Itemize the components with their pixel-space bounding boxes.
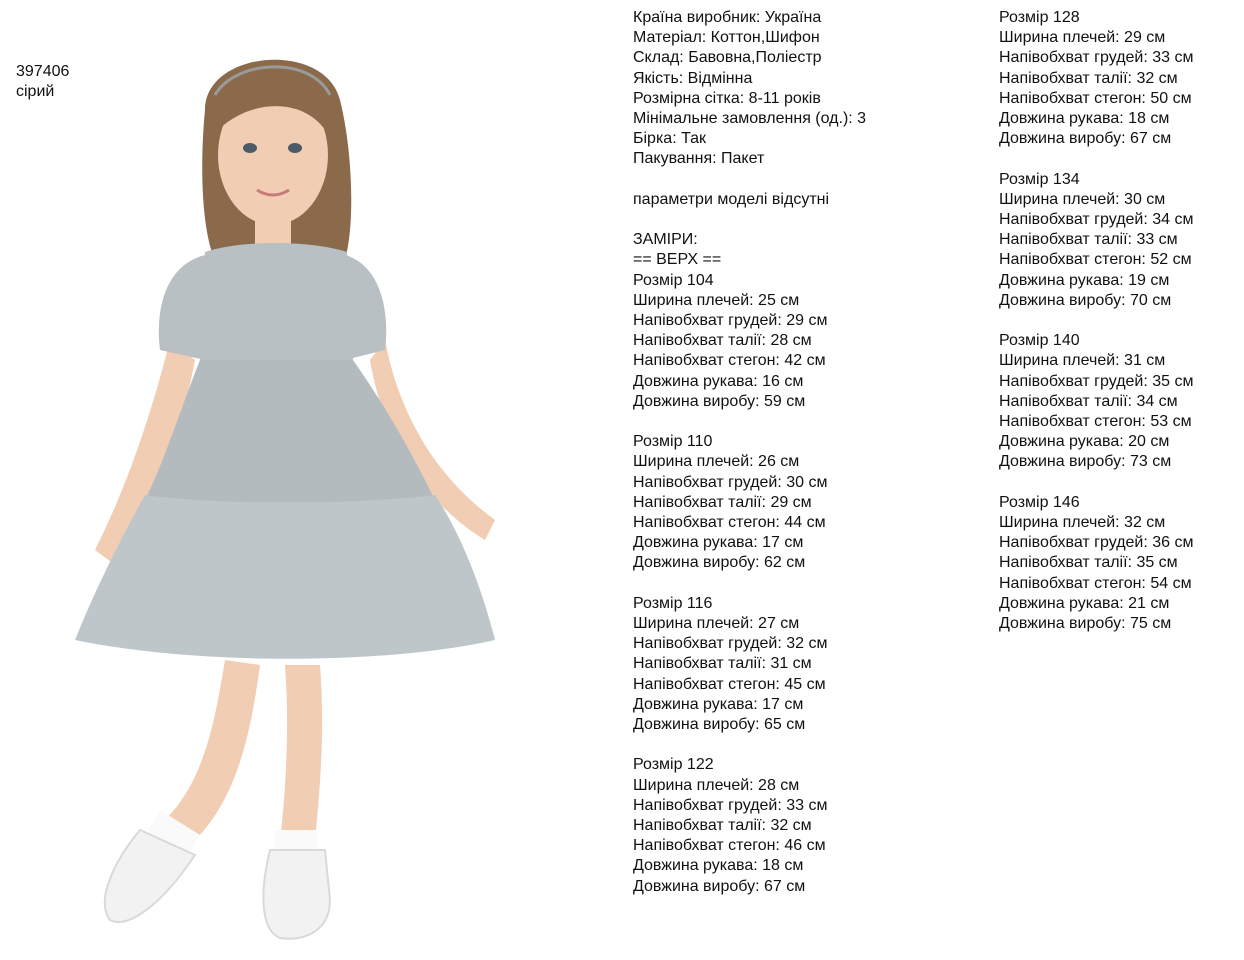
- size-block: [999, 331, 1194, 472]
- spec-line: Розмірна сітка: 8-11 років: [633, 89, 821, 107]
- size-title: Розмір 140: [999, 332, 1080, 350]
- spec-line: Матеріал: Коттон,Шифон: [633, 29, 820, 47]
- size-line: Напівобхват талії: 31 см: [633, 655, 812, 673]
- specs-column: [633, 8, 866, 897]
- size-line: Напівобхват стегон: 44 см: [633, 514, 826, 532]
- size-line: Довжина рукава: 17 см: [633, 695, 804, 713]
- size-title: Розмір 122: [633, 756, 714, 774]
- model-note: параметри моделі відсутні: [633, 190, 830, 208]
- size-title: Розмір 146: [999, 493, 1080, 511]
- product-photo: [55, 40, 525, 945]
- size-line: Напівобхват талії: 29 см: [633, 493, 812, 511]
- spec-line: Мінімальне замовлення (од.): 3: [633, 110, 867, 128]
- product-sku: 397406: [16, 63, 70, 80]
- sleeve-left-icon: [159, 255, 205, 360]
- size-line: Ширина плечей: 25 см: [633, 291, 800, 309]
- size-line: Довжина виробу: 67 см: [633, 877, 806, 895]
- size-line: Напівобхват талії: 32 см: [999, 69, 1178, 87]
- size-title: Розмір 110: [633, 433, 713, 451]
- size-line: Довжина виробу: 62 см: [633, 554, 806, 572]
- size-title: Розмір 104: [633, 271, 714, 289]
- size-block: [633, 271, 866, 412]
- size-line: Напівобхват стегон: 45 см: [633, 675, 826, 693]
- size-line: Ширина плечей: 31 см: [999, 352, 1166, 370]
- size-line: Ширина плечей: 30 см: [999, 190, 1166, 208]
- size-line: Напівобхват грудей: 34 см: [999, 211, 1194, 229]
- size-line: Напівобхват стегон: 42 см: [633, 352, 826, 370]
- size-line: Напівобхват грудей: 35 см: [999, 372, 1194, 390]
- size-line: Напівобхват стегон: 50 см: [999, 89, 1192, 107]
- size-line: Напівобхват грудей: 30 см: [633, 473, 828, 491]
- size-line: Довжина виробу: 70 см: [999, 291, 1172, 309]
- size-line: Напівобхват талії: 32 см: [633, 817, 812, 835]
- shoe-right-icon: [263, 850, 330, 939]
- size-line: Довжина виробу: 67 см: [999, 130, 1172, 148]
- size-line: Довжина виробу: 65 см: [633, 716, 806, 734]
- size-line: Напівобхват талії: 28 см: [633, 332, 812, 350]
- size-line: Напівобхват грудей: 33 см: [633, 796, 828, 814]
- spec-line: Бірка: Так: [633, 130, 707, 148]
- size-block: [999, 8, 1194, 149]
- size-line: Ширина плечей: 32 см: [999, 514, 1166, 532]
- size-line: Ширина плечей: 27 см: [633, 615, 800, 633]
- size-line: Довжина виробу: 59 см: [633, 392, 806, 410]
- size-line: Ширина плечей: 29 см: [999, 29, 1166, 47]
- size-block: [999, 493, 1194, 634]
- size-line: Довжина рукава: 17 см: [633, 534, 804, 552]
- size-title: Розмір 116: [633, 594, 713, 612]
- size-line: Довжина рукава: 18 см: [999, 110, 1170, 128]
- product-color: сірий: [16, 83, 55, 100]
- size-line: Довжина виробу: 75 см: [999, 615, 1172, 633]
- size-line: Напівобхват стегон: 53 см: [999, 413, 1192, 431]
- size-line: Довжина рукава: 18 см: [633, 857, 804, 875]
- size-line: Довжина рукава: 16 см: [633, 372, 804, 390]
- spec-line: Країна виробник: Україна: [633, 9, 822, 26]
- size-line: Напівобхват грудей: 32 см: [633, 635, 828, 653]
- size-title: Розмір 128: [999, 9, 1080, 26]
- size-title: Розмір 134: [999, 170, 1080, 188]
- size-line: Напівобхват талії: 34 см: [999, 392, 1178, 410]
- size-line: Напівобхват грудей: 33 см: [999, 49, 1194, 67]
- size-line: Напівобхват талії: 35 см: [999, 554, 1178, 572]
- size-block: [633, 594, 866, 735]
- size-block: [999, 170, 1194, 311]
- size-line: Напівобхват стегон: 46 см: [633, 837, 826, 855]
- size-line: Напівобхват стегон: 54 см: [999, 574, 1192, 592]
- size-line: Довжина рукава: 21 см: [999, 594, 1170, 612]
- size-line: Довжина рукава: 19 см: [999, 271, 1170, 289]
- size-line: Напівобхват грудей: 29 см: [633, 312, 828, 330]
- size-block: [633, 755, 866, 896]
- size-line: Напівобхват грудей: 36 см: [999, 534, 1194, 552]
- size-line: Напівобхват стегон: 52 см: [999, 251, 1192, 269]
- specs-list: [633, 8, 866, 170]
- size-line: Довжина рукава: 20 см: [999, 433, 1170, 451]
- spec-line: Склад: Бавовна,Поліестр: [633, 49, 822, 67]
- size-line: Довжина виробу: 73 см: [999, 453, 1172, 471]
- size-line: Напівобхват талії: 33 см: [999, 231, 1178, 249]
- spec-line: Якість: Відмінна: [633, 69, 753, 87]
- size-block: [633, 432, 866, 573]
- size-line: Ширина плечей: 26 см: [633, 453, 800, 471]
- sizes-column: [999, 8, 1194, 634]
- size-line: Ширина плечей: 28 см: [633, 776, 800, 794]
- dress-icon: [200, 243, 353, 360]
- measurements-title: ЗАМІРИ:: [633, 231, 698, 249]
- top-section-label: == ВЕРХ ==: [633, 251, 722, 269]
- spec-line: Пакування: Пакет: [633, 150, 765, 168]
